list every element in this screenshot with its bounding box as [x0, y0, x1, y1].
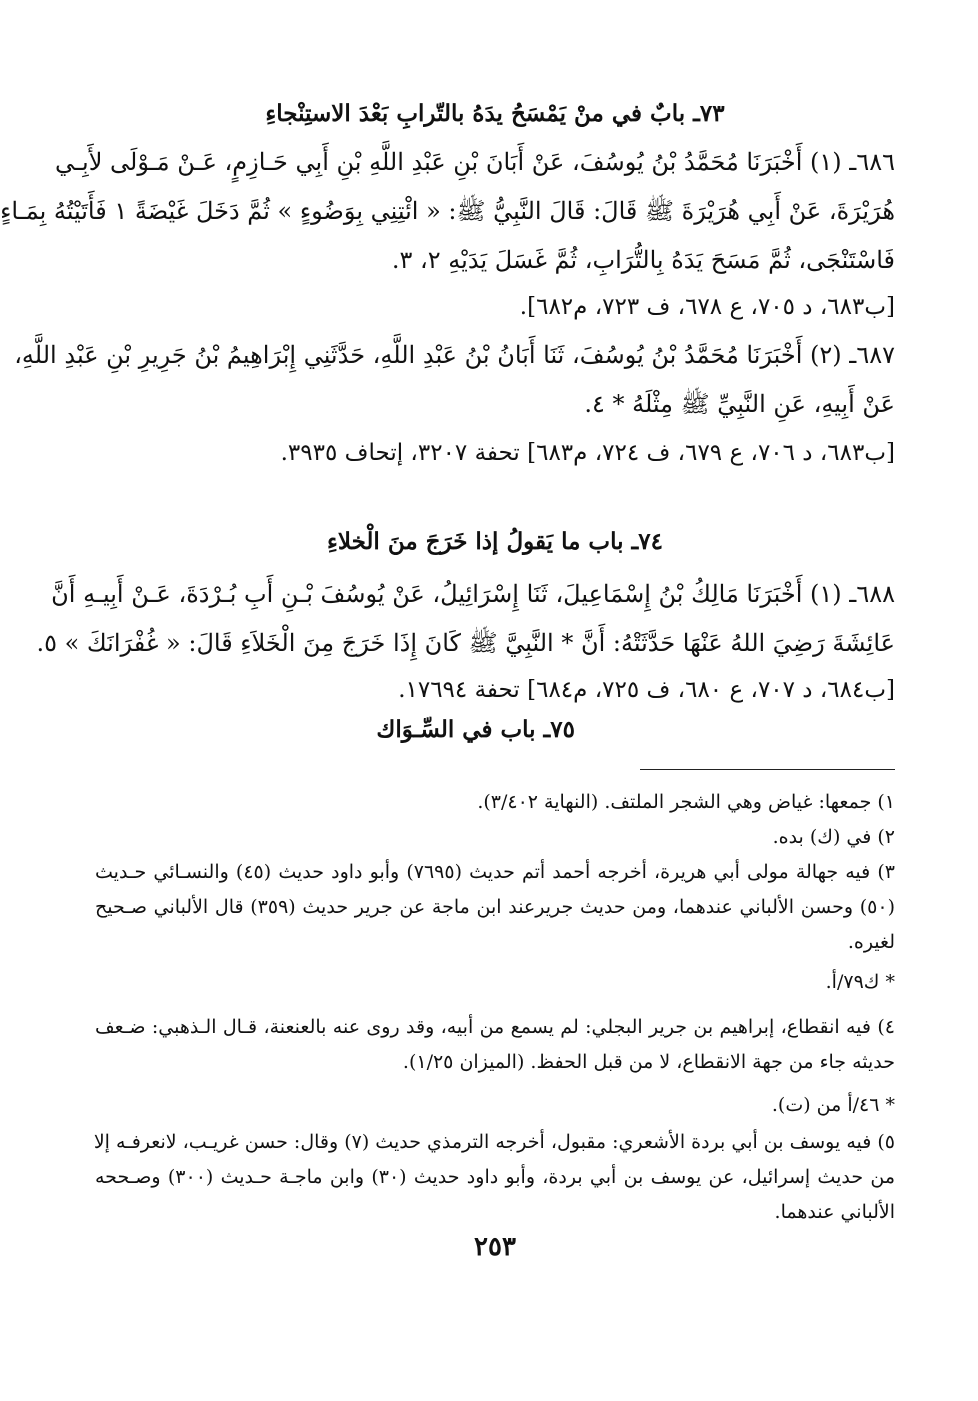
hadith-687	[14, 331, 895, 429]
text-line: ٦٨٦ـ (١) أَخْبَرَنَا مُحَمَّدُ بْنُ يُوسُفَ، عَنْ أَبَانَ بْنِ عَبْدِ اللَّهِ بْنِ أَبِي حَـازِمٍ، عَـنْ مَـوْلَى لأَبِـي	[55, 148, 895, 176]
footnote-line: * ٤٦/أ من (ت).	[771, 1094, 895, 1116]
footnote-line: ١) جمعها: غياض وهي الشجر الملتف. (النهاية ٣/٤٠٢).	[477, 791, 895, 813]
footnote-line: من حديث إسرائيل، عن يوسف بن أبي بردة، وأبو داود حديث (٣٠) وابن ماجـة حـديث (٣٠٠) وصـححه	[95, 1166, 895, 1188]
footnote-line: ٤) فيه انقطاع، إبراهيم بن جرير البجلي: لم يسمع من أبيه، وقد روى عنه بالعنعنة، قـال الـذهبي: ضـعف	[95, 1016, 895, 1038]
footnote-line: ٣) فيه جهالة مولى أبي هريرة، أخرجه أحمد أتم حديث (٧٦٩٥) وأبو داود حديث (٤٥) والنسـائي حـديث	[95, 861, 895, 883]
hadith-reference: [ب٦٨٤، د ٧٠٧، ع ٦٨٠، ف ٧٢٥، م٦٨٤] تحفة ١٧٦٩٤.	[398, 677, 895, 703]
footnote-folio	[95, 965, 895, 1000]
footnote-line: ٥) فيه يوسف بن أبي بردة الأشعري: مقبول، أخرجه الترمذي حديث (٧) وقال: حسن غريـب، لانعرفـه إلا	[93, 1131, 895, 1153]
footnote-1	[95, 785, 895, 820]
hadith-reference: [ب٦٨٣، د ٧٠٥، ع ٦٧٨، ف ٧٢٣، م٦٨٢].	[519, 294, 895, 320]
footnote-line: الألباني عندهما.	[774, 1201, 895, 1223]
hadith-reference: [ب٦٨٣، د ٧٠٦، ع ٦٧٩، ف ٧٢٤، م٦٨٣] تحفة ٣٢٠٧، إتحاف ٣٩٣٥.	[280, 440, 895, 466]
footnote-4	[95, 1010, 895, 1080]
hadith-686	[0, 138, 895, 285]
footnote-line: لغيره.	[847, 931, 895, 953]
footnote-line: (٥٠) وحسن الألباني عندهما، ومن حديث جريرعند ابن ماجة عن جرير حديث (٣٥٩) قال الألباني صـحيح	[95, 896, 895, 918]
section-heading: ٧٣ـ بابٌ في منْ يَمْسَحُ يدَهُ بالتّرابِ بَعْدَ الاستِنْجاءِ	[265, 100, 725, 127]
section-heading: ٧٥ـ باب في السِّـوَاك	[376, 716, 575, 743]
text-line: ٦٨٧ـ (٢) أَخْبَرَنَا مُحَمَّدُ بْنُ يُوسُفَ، ثَنَا أَبَانُ بْنُ عَبْدِ اللَّهِ، حَدَّثَنِي إِبْرَاهِيمُ بْنُ جَرِيرِ بْنِ عَبْدِ اللَّهِ،	[14, 341, 895, 369]
footnote-line: * ك٧٩/أ.	[825, 971, 895, 993]
footnote-2	[95, 820, 895, 855]
footnote-5	[95, 1125, 895, 1230]
footnote-line: ٢) في (ك) بده.	[772, 826, 895, 848]
text-line: فَاسْتَنْجَى، ثُمَّ مَسَحَ يَدَهُ بِالتُّرَابِ، ثُمَّ غَسَلَ يَدَيْهِ ٢، ٣.	[391, 246, 895, 274]
page-number: ٢٥٣	[474, 1232, 516, 1262]
text-line: عَنْ أَبِيهِ، عَنِ النَّبِيِّ ﷺ مِثْلَهُ * ٤.	[584, 390, 895, 418]
footnote-folio	[95, 1088, 895, 1123]
text-line: هُرَيْرَةَ، عَنْ أَبِي هُرَيْرَةَ ﷺ قَالَ: قَالَ النَّبِيُّ ﷺ: « ائْتِنِي بِوَضُوءٍ » ثُمَّ دَخَلَ غَيْضَةً ١ فَأَتَيْتُهُ بِمَـاءٍ	[0, 197, 895, 225]
text-line: عَائِشَةَ رَضِيَ اللهُ عَنْهَا حَدَّثَتْهُ: أَنَّ * النَّبِيَّ ﷺ كَانَ إِذَا خَرَجَ مِنَ الْخَلاَءِ قَالَ: « غُفْرَانَكَ » ٥.	[36, 629, 895, 657]
footnote-3	[95, 855, 895, 960]
section-heading: ٧٤ـ باب ما يَقولُ إذا خَرَجَ منَ الْخلاءِ	[327, 528, 663, 555]
footnote-line: حديثه جاء من جهة الانقطاع، لا من قبل الحفظ. (الميزان ١/٢٥).	[402, 1051, 895, 1073]
hadith-688	[36, 570, 895, 668]
text-line: ٦٨٨ـ (١) أَخْبَرَنَا مَالِكُ بْنُ إِسْمَاعِيلَ، ثَنَا إِسْرَائِيلُ، عَنْ يُوسُفَ بْـنِ أَبِ بُـرْدَةَ، عَـنْ أَبِيـهِ أَنَّ	[51, 580, 895, 608]
footnote-separator	[640, 769, 895, 770]
